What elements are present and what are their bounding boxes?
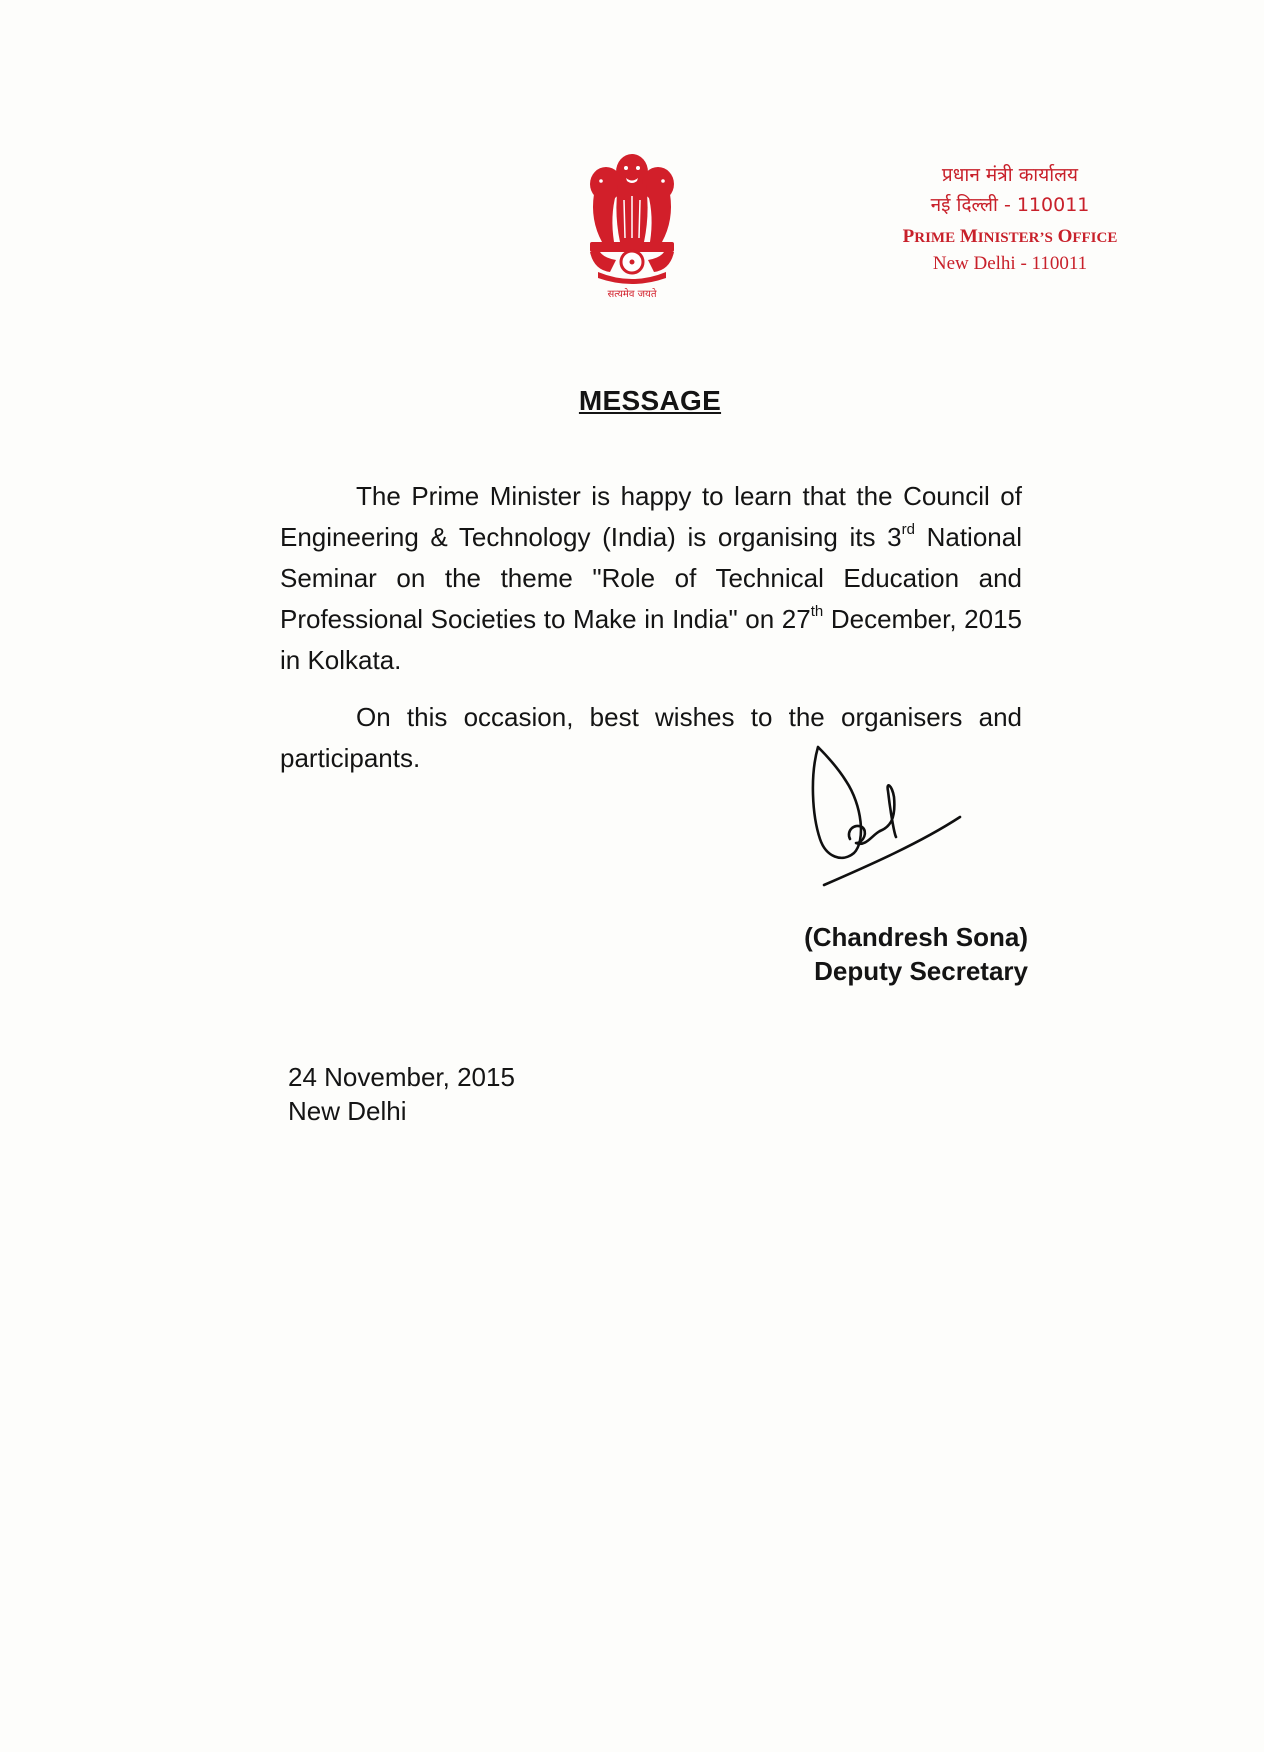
office-initial-o: O xyxy=(1057,226,1073,247)
letter-date: 24 November, 2015 xyxy=(288,1062,515,1092)
signer-block xyxy=(760,920,1028,988)
ordinal-suffix-th: th xyxy=(810,603,824,620)
signer-title: Deputy Secretary xyxy=(814,956,1028,986)
state-emblem-of-india-icon xyxy=(580,150,684,300)
office-initial-m: M xyxy=(959,226,978,247)
office-word-ffice: FFICE xyxy=(1072,230,1118,246)
office-initial-p: P xyxy=(902,226,915,247)
letterhead xyxy=(860,160,1160,275)
letterhead-office-name xyxy=(860,222,1160,253)
message-paragraph-1 xyxy=(280,476,1022,681)
message-heading: MESSAGE xyxy=(578,385,722,416)
message-body xyxy=(280,476,1022,779)
signer-name: (Chandresh Sona) xyxy=(804,922,1028,952)
paragraph-1-part-c: December, 2015 in Kolkata. xyxy=(280,604,1022,675)
letterhead-city: New Delhi - 110011 xyxy=(932,253,1088,274)
paragraph-1-part-a: The Prime Minister is happy to learn that the Council of Engineering & Technology (India) is organising its 3 xyxy=(280,481,1022,552)
state-emblem xyxy=(580,150,684,300)
letterhead-hindi-office: प्रधान मंत्री कार्यालय xyxy=(941,164,1079,186)
letterhead-hindi-city: नई दिल्ली - 110011 xyxy=(930,194,1090,216)
ordinal-suffix-rd: rd xyxy=(901,521,915,538)
office-word-rime: RIME xyxy=(914,230,956,246)
office-word-inister: INISTER xyxy=(977,230,1040,246)
handwritten-signature-icon xyxy=(800,735,980,905)
paragraph-1-part-b: National Seminar on the theme "Role of Technical Education and Professional Societies to Make in India" on 27 xyxy=(280,522,1022,634)
letter-place: New Delhi xyxy=(288,1096,407,1126)
message-paragraph-2: On this occasion, best wishes to the organisers and participants. xyxy=(280,702,1022,773)
date-block xyxy=(288,1060,515,1128)
signature xyxy=(800,735,980,905)
emblem-motto: सत्यमेव जयते xyxy=(607,289,657,300)
office-possessive: ’S xyxy=(1039,230,1053,246)
